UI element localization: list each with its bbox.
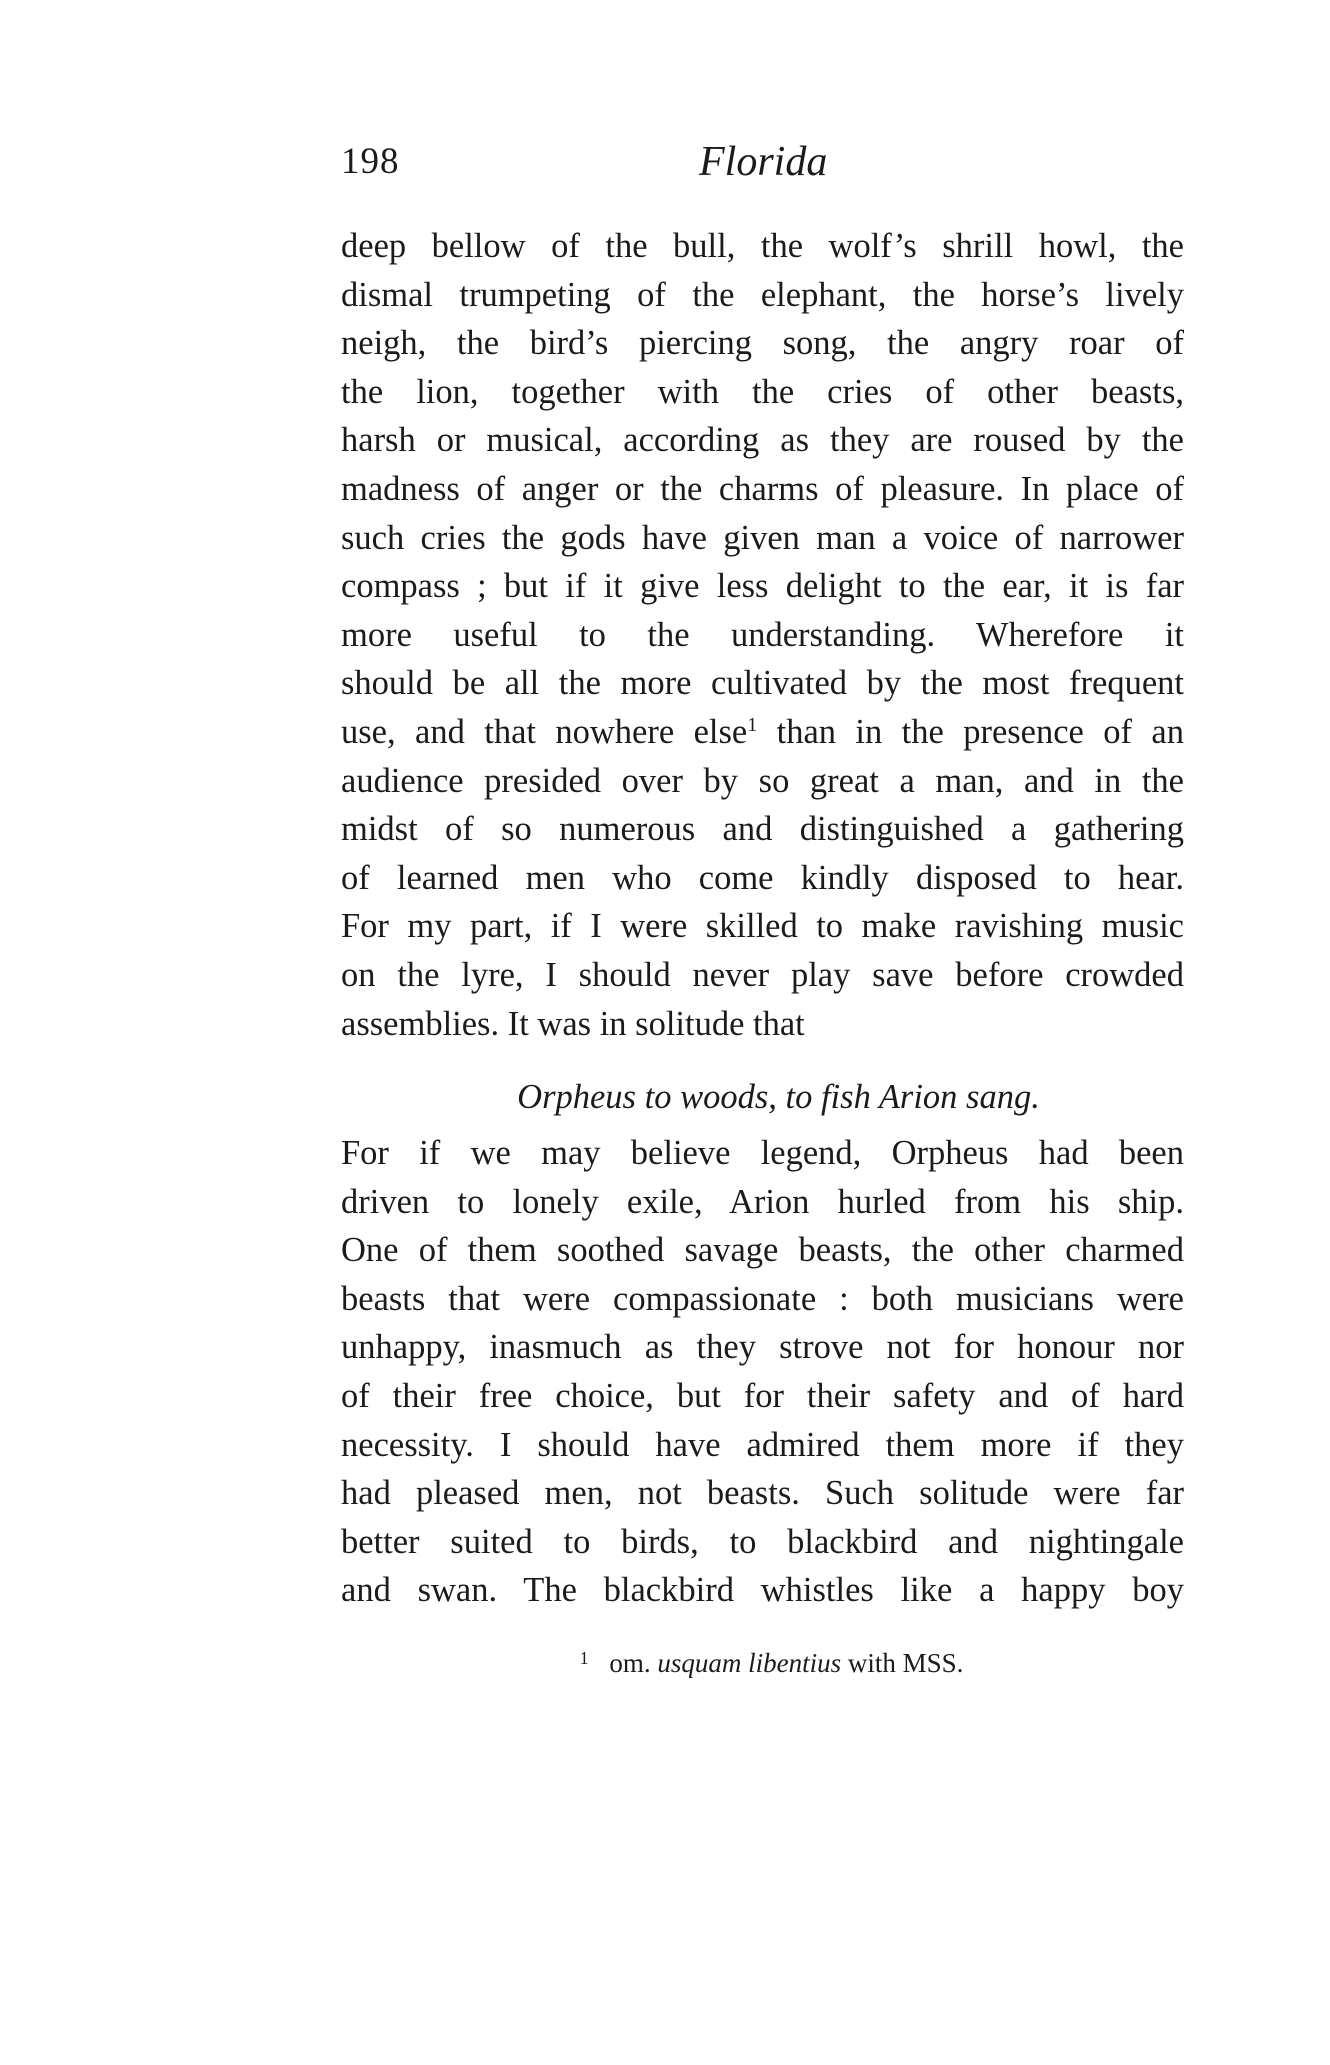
text-line: For my part, if I were skilled to make ravishing music: [341, 907, 1184, 946]
text-line: assemblies. It was in solitude that: [341, 1004, 805, 1043]
text-segment: use, and that nowhere else: [341, 712, 748, 751]
text-line: necessity. I should have admired them more if they: [341, 1425, 1184, 1464]
footnote-prefix: om.: [609, 1648, 651, 1678]
footnote-latin: usquam libentius: [657, 1648, 842, 1678]
text-line: dismal trumpeting of the elephant, the horse’s lively: [341, 275, 1184, 314]
text-segment: than in the presence of an: [757, 712, 1184, 751]
text-line: deep bellow of the bull, the wolf’s shrill howl, the: [341, 227, 1184, 265]
text-line: unhappy, inasmuch as they strove not for honour nor: [341, 1328, 1184, 1367]
text-line: beasts that were compassionate : both musicians were: [341, 1279, 1184, 1318]
verse-quotation: Orpheus to woods, to fish Arion sang.: [517, 1078, 1040, 1116]
text-line: neigh, the bird’s piercing song, the angry roar of: [341, 324, 1184, 363]
body-paragraph-1: [341, 222, 1184, 1048]
text-line: driven to lonely exile, Arion hurled from his ship.: [341, 1182, 1184, 1221]
text-line: and swan. The blackbird whistles like a happy boy: [341, 1571, 1184, 1610]
text-line: should be all the more cultivated by the most frequent: [341, 664, 1184, 703]
text-line: audience presided over by so great a man, and in the: [341, 761, 1184, 800]
footnote-reference: 1: [747, 713, 758, 736]
text-line: madness of anger or the charms of pleasure. In place of: [341, 469, 1184, 508]
text-line: had pleased men, not beasts. Such solitude were far: [341, 1474, 1184, 1513]
running-title: Florida: [699, 139, 828, 185]
body-paragraph-2: [341, 1129, 1184, 1615]
text-line: better suited to birds, to blackbird and nightingale: [341, 1522, 1184, 1561]
footnote: [341, 1640, 1184, 1681]
text-line: harsh or musical, according as they are roused by the: [341, 421, 1184, 460]
footnote-suffix: with MSS.: [847, 1648, 964, 1678]
text-line: of their free choice, but for their safety and of hard: [341, 1376, 1184, 1415]
text-line-with-footnote-ref: [341, 708, 1184, 757]
text-line: compass ; but if it give less delight to the ear, it is far: [341, 567, 1184, 606]
page-header: [341, 140, 1184, 190]
text-line: For if we may believe legend, Orpheus had been: [341, 1134, 1184, 1172]
page-number: 198: [341, 141, 400, 182]
footnote-mark: 1: [579, 1648, 589, 1668]
text-line: such cries the gods have given man a voice of narrower: [341, 518, 1184, 557]
text-line: midst of so numerous and distinguished a gathering: [341, 810, 1184, 849]
text-line: of learned men who come kindly disposed to hear.: [341, 858, 1184, 897]
text-line: the lion, together with the cries of other beasts,: [341, 372, 1184, 411]
text-line: on the lyre, I should never play save before crowded: [341, 955, 1184, 994]
text-line: One of them soothed savage beasts, the other charmed: [341, 1231, 1184, 1270]
text-line: more useful to the understanding. Wherefore it: [341, 615, 1184, 654]
